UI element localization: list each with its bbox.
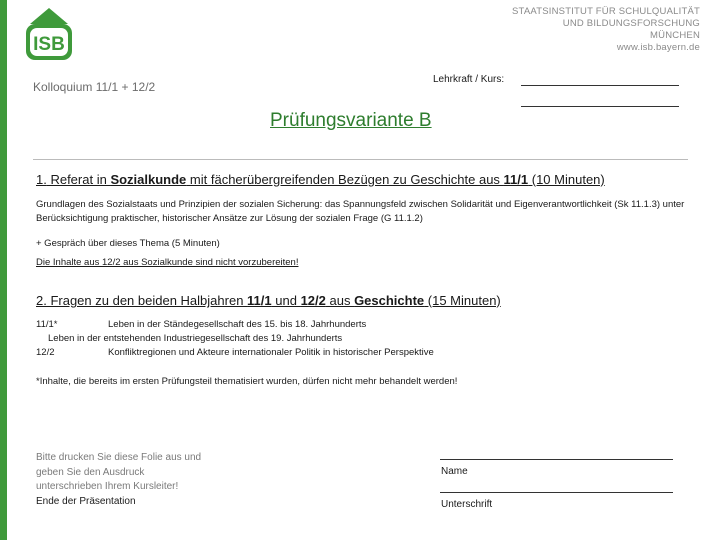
logo-text: ISB xyxy=(33,34,65,55)
name-line xyxy=(440,459,673,460)
signature-line xyxy=(440,492,673,493)
signature-label: Unterschrift xyxy=(441,499,493,510)
institute-url: www.isb.bayern.de xyxy=(616,42,700,53)
section2-text: (15 Minuten) xyxy=(424,293,501,308)
institute-line: UND BILDUNGSFORSCHUNG xyxy=(562,18,700,29)
section2-semester: 11/1 xyxy=(247,293,272,308)
section2-text: und xyxy=(271,293,301,308)
page-title: Prüfungsvariante B xyxy=(270,110,432,131)
print-instruction-line: unterschrieben Ihrem Kursleiter! xyxy=(36,481,179,492)
print-instruction-line: Bitte drucken Sie diese Folie aus und xyxy=(36,452,202,463)
divider xyxy=(33,159,688,160)
section1-lead: Grundlagen des Sozialstaats und Prinzipien der sozialen Sicherung: xyxy=(36,199,323,210)
section1-text: (10 Minuten) xyxy=(528,172,605,187)
kolloquium-label: Kolloquium 11/1 + 12/2 xyxy=(33,80,156,94)
section1-description xyxy=(36,198,691,226)
section1-note: Die Inhalte aus 12/2 aus Sozialkunde sind nicht vorzubereiten! xyxy=(36,257,299,268)
institute-line: STAATSINSTITUT FÜR SCHULQUALITÄT xyxy=(512,6,700,17)
name-label: Name xyxy=(441,466,468,477)
section1-body: das Spannungsfeld zwischen Solidarität und Eigenverantwortlichkeit (Sk 11.1.3) unter Berücksichtigung praktischer, historischer Ansätze zur Lösung der sozialen Frage (G 11.1.2) xyxy=(36,199,685,224)
section1-text: Referat in xyxy=(46,172,111,187)
isb-logo xyxy=(14,6,84,64)
section1-heading xyxy=(36,172,605,187)
institute-line: MÜNCHEN xyxy=(650,30,700,41)
section1-number: 1. xyxy=(36,172,47,187)
left-accent-bar xyxy=(0,0,7,540)
section2-semester: 12/2 xyxy=(300,293,326,308)
section1-semester: 11/1 xyxy=(503,172,529,187)
lehrkraft-label: Lehrkraft / Kurs: xyxy=(433,74,505,85)
kurs-line xyxy=(521,106,679,107)
section1-subject: Sozialkunde xyxy=(110,172,187,187)
section2-text: aus xyxy=(325,293,355,308)
section2-footnote: *Inhalte, die bereits im ersten Prüfungsteil thematisiert wurden, dürfen nicht mehr behandelt werden! xyxy=(36,376,458,387)
section2-heading xyxy=(36,293,501,308)
list-item-value: Leben in der entstehenden Industriegesellschaft des 19. Jahrhunderts xyxy=(48,333,343,344)
lehrkraft-line xyxy=(521,85,679,86)
section1-plus: + Gespräch über dieses Thema (5 Minuten) xyxy=(36,238,220,249)
list-item-value: Leben in der Ständegesellschaft des 15. bis 18. Jahrhunderts xyxy=(108,319,367,330)
section2-text: 2. Fragen zu den beiden Halbjahren xyxy=(36,293,248,308)
end-of-presentation: Ende der Präsentation xyxy=(36,495,136,507)
list-item-key: 11/1* xyxy=(36,319,58,330)
section2-subject: Geschichte xyxy=(354,293,425,308)
print-instructions xyxy=(36,451,226,509)
print-instruction-line: geben Sie den Ausdruck xyxy=(36,466,145,478)
list-item-key: 12/2 xyxy=(36,347,55,358)
institute-block xyxy=(512,6,700,54)
section1-text: mit fächerübergreifenden Bezügen zu Geschichte aus xyxy=(186,172,504,187)
list-item-value: Konfliktregionen und Akteure internationaler Politik in historischer Perspektive xyxy=(108,347,434,358)
